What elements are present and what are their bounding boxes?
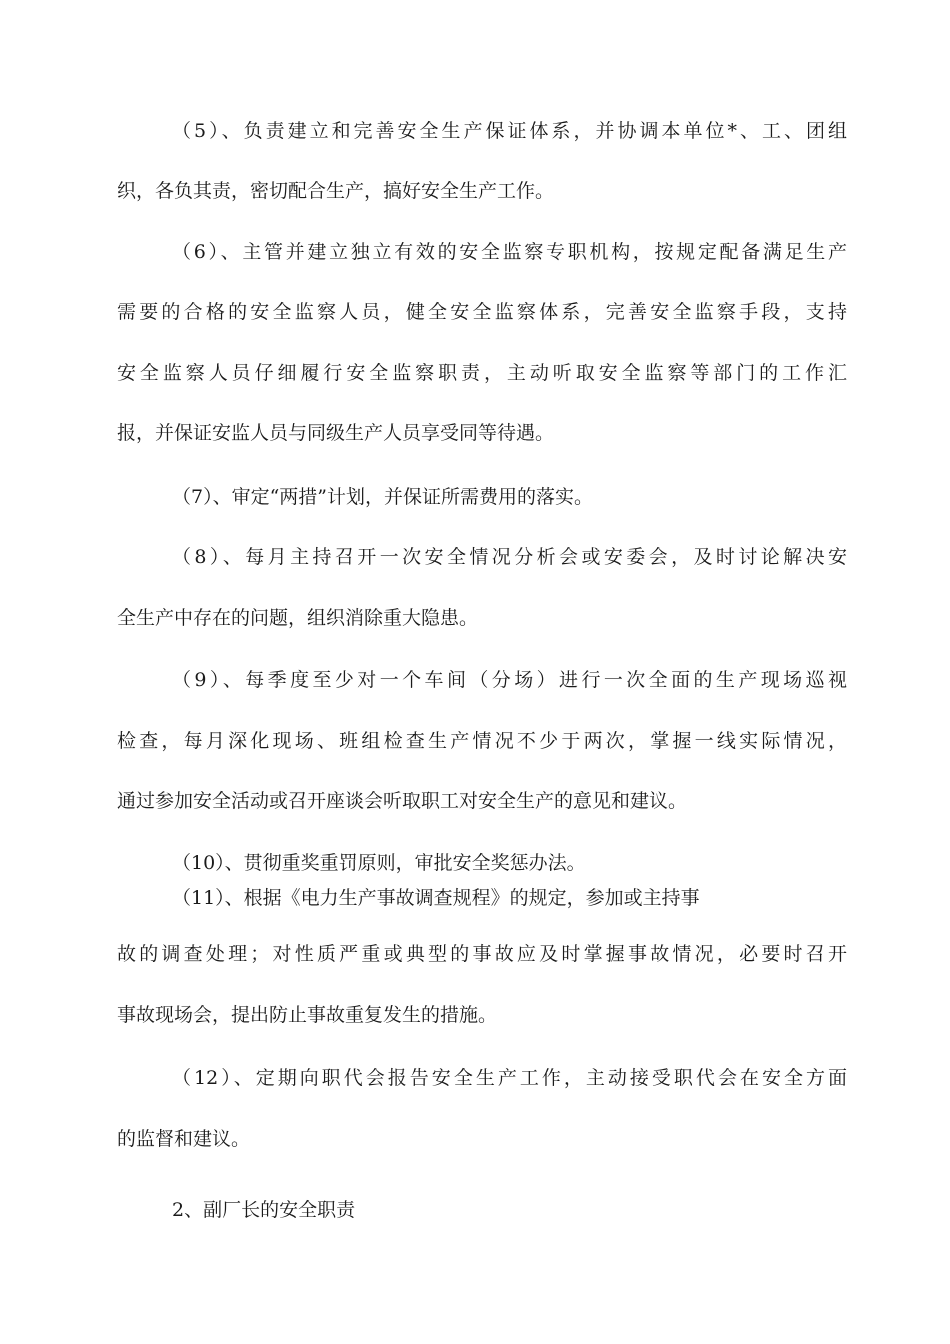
paragraph-11-line-3: 事故现场会，提出防止事故重复发生的措施。 [117,1004,498,1026]
paragraph-6-line-4: 报，并保证安监人员与同级生产人员享受同等待遇。 [117,422,555,444]
paragraph-11-line-1: （11）、根据《电力生产事故调查规程》的规定，参加或主持事 [172,887,700,909]
paragraph-6-line-3: 安全监察人员仔细履行安全监察职责，主动听取安全监察等部门的工作汇 [117,362,847,384]
paragraph-11-line-2: 故的调查处理；对性质严重或典型的事故应及时掌握事故情况，必要时召开 [117,943,847,965]
paragraph-9-line-1: （9）、每季度至少对一个车间（分场）进行一次全面的生产现场巡视 [172,669,847,691]
paragraph-6-line-2: 需要的合格的安全监察人员，健全安全监察体系，完善安全监察手段，支持 [117,301,847,323]
paragraph-5-line-1: （5）、负责建立和完善安全生产保证体系，并协调本单位*、工、团组 [172,120,847,142]
paragraph-12-line-2: 的监督和建议。 [117,1128,251,1150]
paragraph-9-line-3: 通过参加安全活动或召开座谈会听取职工对安全生产的意见和建议。 [117,790,688,812]
paragraph-9-line-2: 检查，每月深化现场、班组检查生产情况不少于两次，掌握一线实际情况， [117,730,847,752]
paragraph-8-line-1: （8）、每月主持召开一次安全情况分析会或安委会，及时讨论解决安 [172,546,847,568]
paragraph-5-line-2: 织，各负其责，密切配合生产，搞好安全生产工作。 [117,180,555,202]
paragraph-7-line-1: （7）、审定“两措”计划，并保证所需费用的落实。 [172,486,594,508]
paragraph-12-line-1: （12）、定期向职代会报告安全生产工作，主动接受职代会在安全方面 [172,1067,847,1089]
paragraph-8-line-2: 全生产中存在的问题，组织消除重大隐患。 [117,607,479,629]
paragraph-6-line-1: （6）、主管并建立独立有效的安全监察专职机构，按规定配备满足生产 [172,241,847,263]
paragraph-10-line-1: （10）、贯彻重奖重罚原则，审批安全奖惩办法。 [172,852,586,874]
section-heading-2: 2、副厂长的安全职责 [172,1199,356,1221]
